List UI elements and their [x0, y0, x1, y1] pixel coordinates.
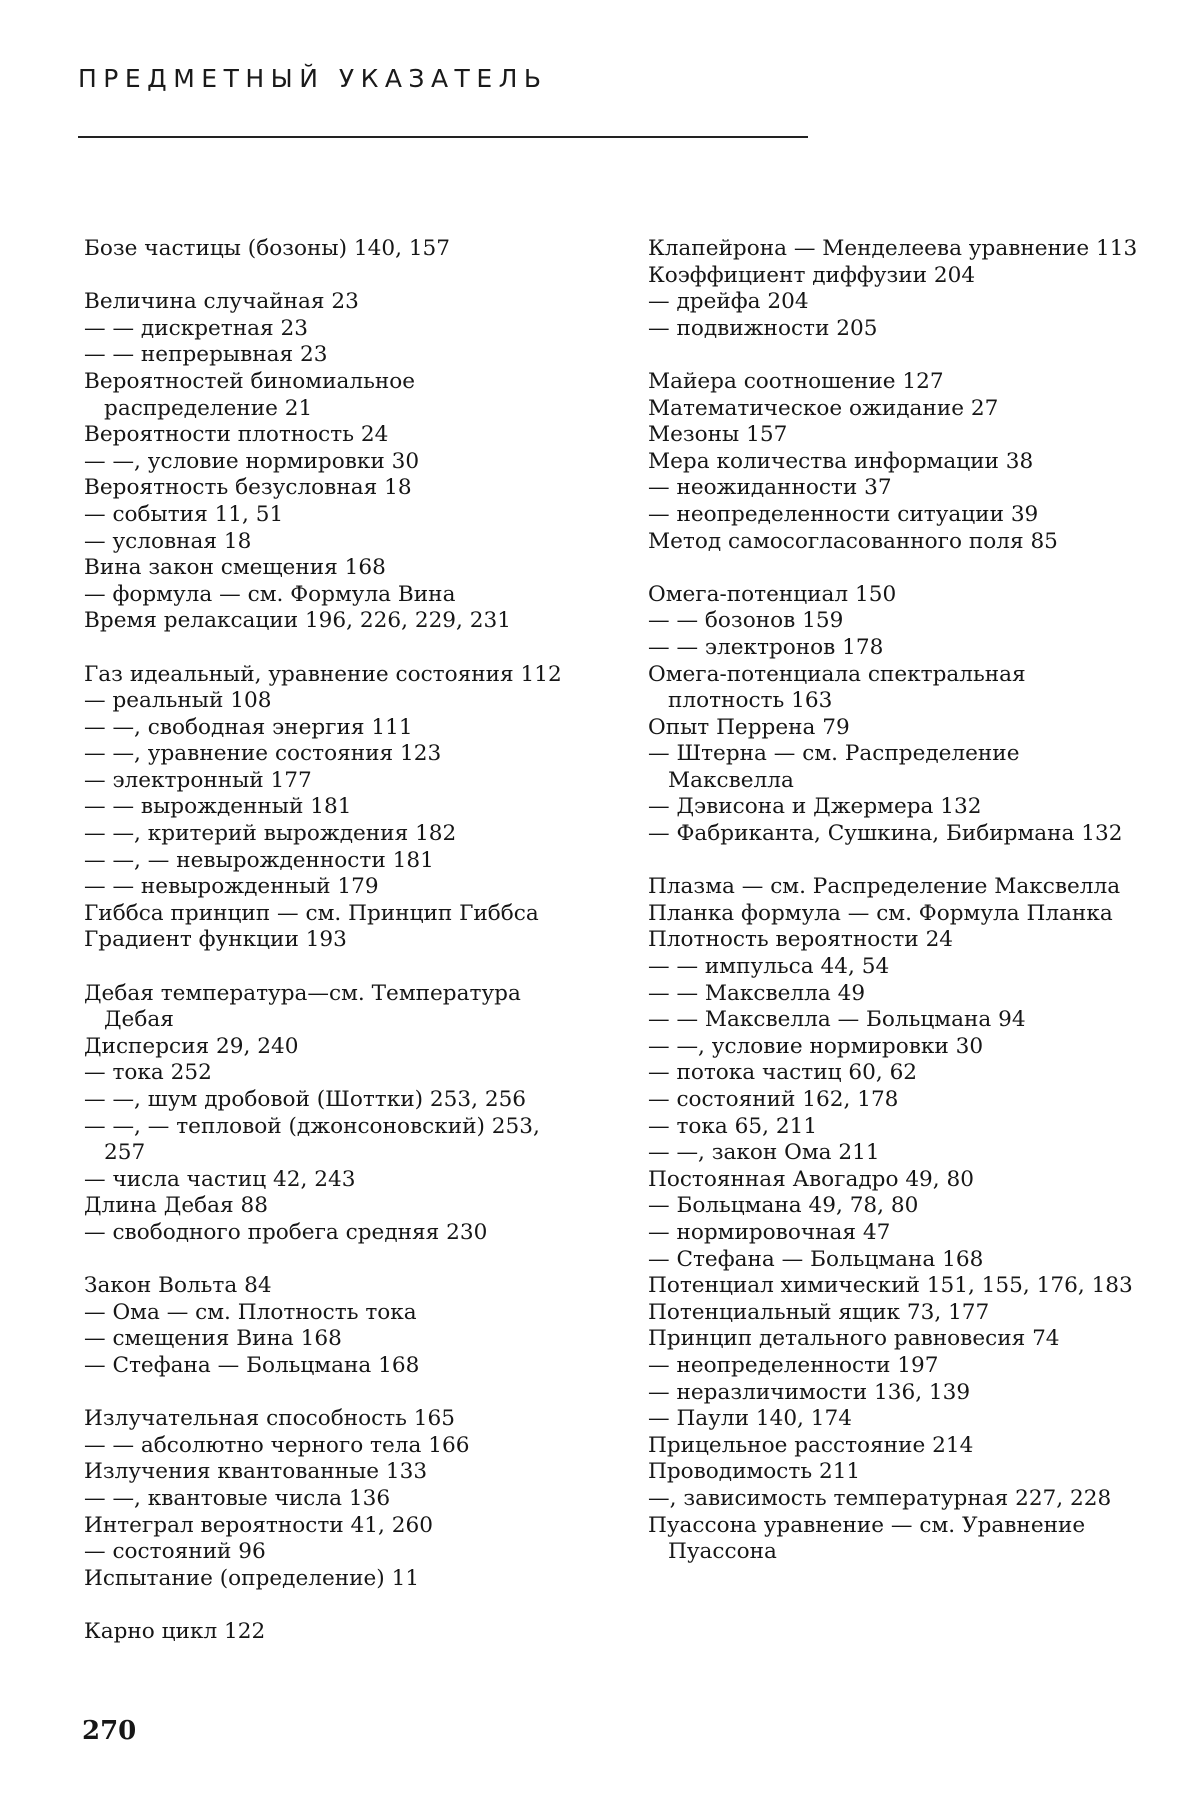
- index-entry: Длина Дебая 88: [84, 1193, 268, 1219]
- index-group: [84, 289, 570, 635]
- index-entry: — Стефана — Больцмана 168: [648, 1246, 984, 1272]
- index-entry: — — вырожденный 181: [84, 794, 352, 820]
- index-entry: — — абсолютно черного тела 166: [84, 1432, 470, 1458]
- index-entry: — неразличимости 136, 139: [648, 1379, 971, 1405]
- index-entry: — Паули 140, 174: [648, 1406, 853, 1432]
- index-entry: Коэффициент диффузии 204: [648, 262, 976, 288]
- index-entry: Закон Вольта 84: [84, 1273, 272, 1299]
- index-entry: Вероятность безусловная 18: [84, 475, 412, 501]
- index-entry: — —, условие нормировки 30: [84, 448, 420, 474]
- index-entry: —, зависимость температурная 227, 228: [648, 1485, 1112, 1511]
- index-entry: Принцип детального равновесия 74: [648, 1326, 1060, 1352]
- index-entry: — реальный 108: [84, 688, 272, 714]
- index-group: [648, 369, 1148, 555]
- index-entry: Потенциал химический 151, 155, 176, 183: [648, 1273, 1133, 1299]
- index-entry: — —, — невырожденности 181: [84, 847, 434, 873]
- index-entry: Интеграл вероятности 41, 260: [84, 1512, 433, 1538]
- index-entry: — свободного пробега средняя 230: [84, 1219, 488, 1245]
- index-entry: — события 11, 51: [84, 501, 284, 527]
- header-rule: [78, 136, 808, 138]
- index-entry: — —, уравнение состояния 123: [84, 741, 442, 767]
- index-entry: — условная 18: [84, 528, 252, 554]
- index-group: [648, 236, 1148, 342]
- index-group: [84, 981, 570, 1247]
- index-entry: Математическое ожидание 27: [648, 395, 999, 421]
- index-entry: Вероятности плотность 24: [84, 422, 389, 448]
- index-entry: — состояний 96: [84, 1539, 266, 1565]
- index-entry: — состояний 162, 178: [648, 1087, 899, 1112]
- index-entry: Майера соотношение 127: [648, 368, 944, 394]
- index-entry: — Фабриканта, Сушкина, Бибирмана 132: [648, 821, 1123, 847]
- index-entry: Проводимость 211: [648, 1459, 861, 1485]
- index-entry: Опыт Перрена 79: [648, 714, 850, 740]
- index-entry: Бозе частицы (бозоны) 140, 157: [84, 236, 451, 261]
- index-column-left: [84, 236, 570, 1672]
- index-entry: Градиент функции 193: [84, 927, 347, 953]
- index-group: [84, 236, 570, 263]
- index-entry: Излучательная способность 165: [84, 1406, 455, 1432]
- index-entry: — нормировочная 47: [648, 1219, 891, 1245]
- index-column-right: [648, 236, 1148, 1592]
- index-group: [84, 1406, 570, 1592]
- index-entry: — — Максвелла — Больцмана 94: [648, 1007, 1026, 1033]
- index-entry: Вина закон смещения 168: [84, 555, 386, 581]
- page-number: 270: [82, 1716, 137, 1746]
- index-entry: Дебая температура—см. Температура Дебая: [84, 980, 528, 1033]
- index-entry: — неопределенности ситуации 39: [648, 501, 1039, 527]
- index-group: [84, 1619, 570, 1646]
- index-entry: Излучения квантованные 133: [84, 1459, 428, 1485]
- index-entry: — дрейфа 204: [648, 289, 809, 315]
- index-entry: — —, свободная энергия 111: [84, 714, 413, 740]
- index-entry: — — невырожденный 179: [84, 874, 379, 900]
- index-entry: Испытание (определение) 11: [84, 1565, 420, 1591]
- index-entry: Мера количества информации 38: [648, 448, 1034, 474]
- index-entry: Метод самосогласованного поля 85: [648, 528, 1058, 554]
- index-entry: Величина случайная 23: [84, 289, 359, 315]
- index-entry: — —, шум дробовой (Шоттки) 253, 256: [84, 1087, 527, 1112]
- index-entry: Прицельное расстояние 214: [648, 1432, 974, 1458]
- index-entry: — —, закон Ома 211: [648, 1140, 880, 1166]
- index-entry: — неожиданности 37: [648, 475, 892, 501]
- index-entry: — — импульса 44, 54: [648, 954, 890, 980]
- index-entry: — Штерна — см. Распределение Максвелла: [648, 741, 1027, 793]
- index-entry: — — Максвелла 49: [648, 980, 866, 1006]
- index-entry: Планка формула — см. Формула Планка: [648, 900, 1113, 926]
- index-entry: — подвижности 205: [648, 315, 878, 341]
- index-entry: Газ идеальный, уравнение состояния 112: [84, 661, 562, 687]
- index-entry: — Больцмана 49, 78, 80: [648, 1193, 919, 1219]
- index-entry: — —, квантовые числа 136: [84, 1485, 391, 1511]
- index-entry: Карно цикл 122: [84, 1618, 266, 1644]
- index-entry: — —, критерий вырождения 182: [84, 821, 457, 847]
- index-entry: Дисперсия 29, 240: [84, 1033, 299, 1059]
- index-entry: Плазма — см. Распределение Максвелла: [648, 874, 1121, 900]
- page-header: ПРЕДМЕТНЫЙ УКАЗАТЕЛЬ: [78, 64, 548, 93]
- index-entry: Время релаксации 196, 226, 229, 231: [84, 608, 511, 634]
- index-entry: — числа частиц 42, 243: [84, 1166, 356, 1192]
- index-entry: — неопределенности 197: [648, 1352, 939, 1378]
- index-entry: — потока частиц 60, 62: [648, 1060, 918, 1086]
- index-entry: — — непрерывная 23: [84, 342, 328, 368]
- index-group: [648, 874, 1148, 1565]
- index-group: [648, 582, 1148, 848]
- index-entry: Мезоны 157: [648, 422, 788, 448]
- index-entry: — —, — тепловой (джонсоновский) 253, 257: [84, 1113, 547, 1166]
- index-entry: Омега-потенциал 150: [648, 581, 897, 607]
- index-entry: — — электронов 178: [648, 634, 884, 660]
- index-group: [84, 662, 570, 955]
- index-entry: — формула — см. Формула Вина: [84, 581, 456, 607]
- index-entry: — — дискретная 23: [84, 315, 308, 341]
- index-entry: — смещения Вина 168: [84, 1326, 342, 1352]
- index-group: [84, 1273, 570, 1379]
- index-entry: — Дэвисона и Джермера 132: [648, 794, 982, 820]
- index-entry: Вероятностей биномиальное распределение 21: [84, 368, 422, 421]
- index-entry: — —, условие нормировки 30: [648, 1033, 984, 1059]
- index-entry: Пуассона уравнение — см. Уравнение Пуассона: [648, 1512, 1093, 1565]
- index-entry: Гиббса принцип — см. Принцип Гиббса: [84, 900, 539, 926]
- index-entry: — Ома — см. Плотность тока: [84, 1299, 417, 1325]
- index-entry: Потенциальный ящик 73, 177: [648, 1299, 990, 1325]
- index-entry: — тока 65, 211: [648, 1113, 818, 1139]
- index-entry: Клапейрона — Менделеева уравнение 113: [648, 236, 1138, 261]
- index-entry: — — бозонов 159: [648, 608, 844, 634]
- index-entry: — Стефана — Больцмана 168: [84, 1352, 420, 1378]
- index-entry: Постоянная Авогадро 49, 80: [648, 1166, 975, 1192]
- index-entry: Плотность вероятности 24: [648, 927, 954, 953]
- index-entry: — электронный 177: [84, 767, 312, 793]
- index-entry: Омега-потенциала спектральная плотность 163: [648, 661, 1033, 714]
- index-entry: — тока 252: [84, 1060, 212, 1086]
